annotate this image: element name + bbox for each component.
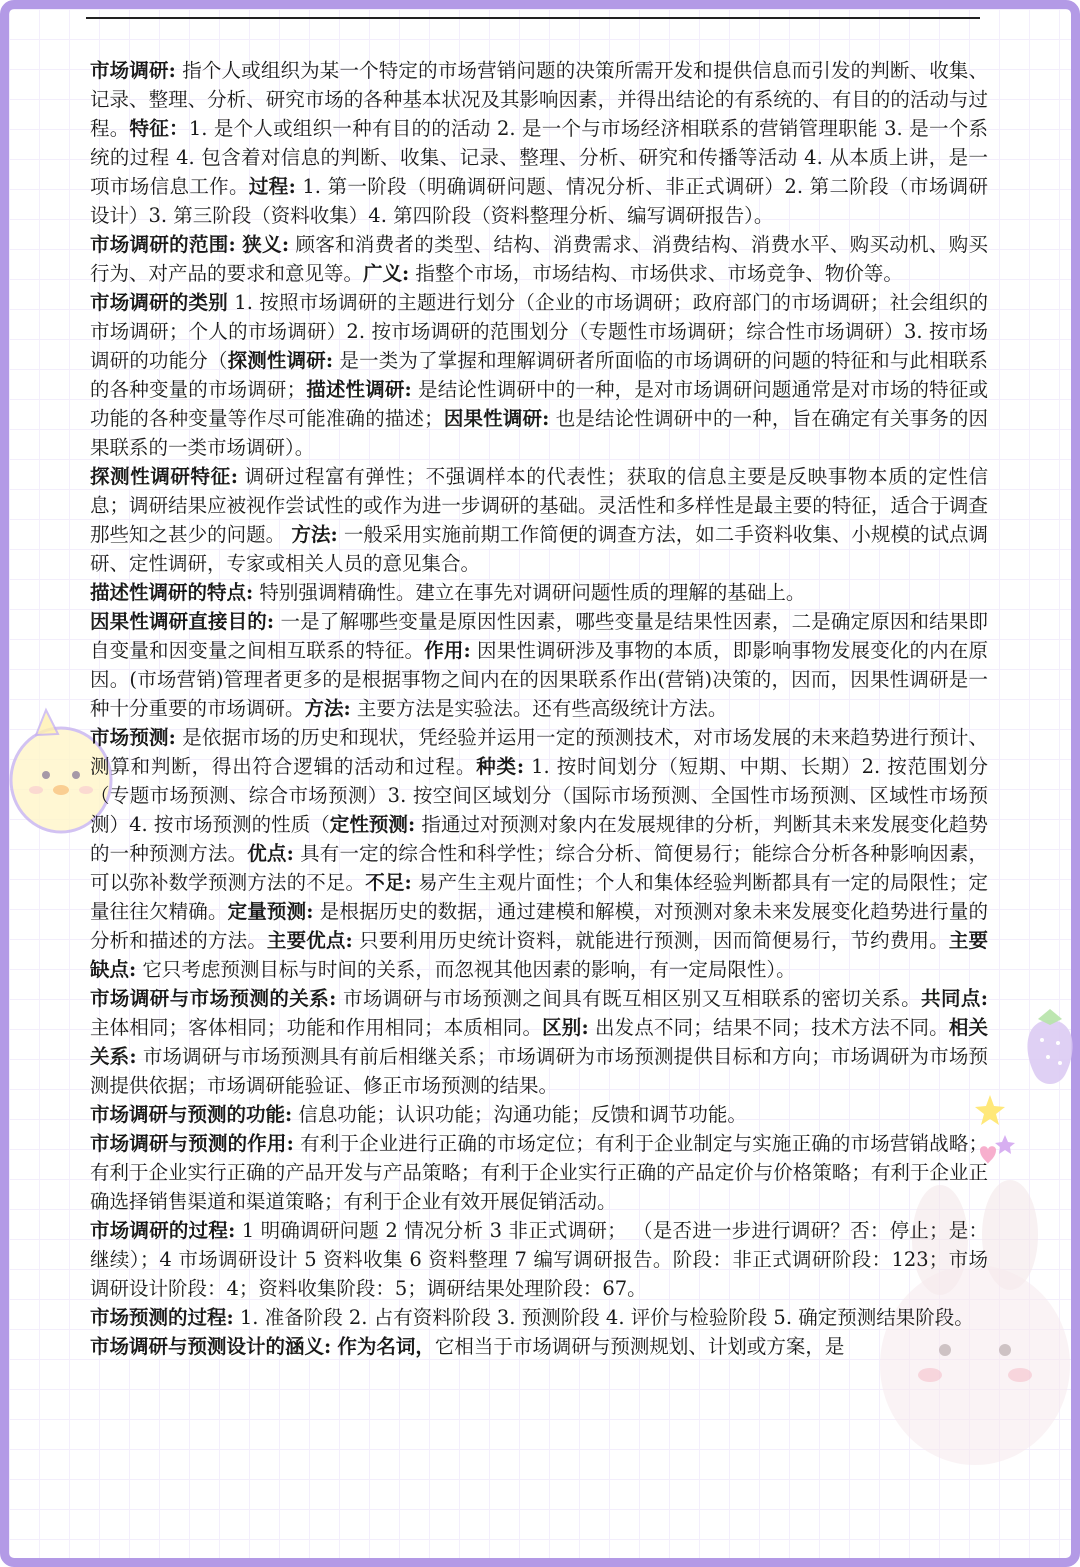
term-heading: 定量预测: (227, 900, 314, 923)
paragraph (90, 578, 988, 607)
term-heading: 方法: (304, 697, 351, 720)
term-heading: 因果性调研直接目的: (90, 610, 275, 633)
body-text: 调研过程富有弹性；不强调样本的代表性；获取的信息主要是反映事物本质的定性信息；调研结果应被视作尝试性的或作为进一步调研的基础。灵活性和多样性是最主要的特征，适合于调查那些知之甚少的问题。 (90, 465, 988, 546)
term-heading: 市场调研的范围: (90, 233, 236, 256)
term-heading: 种类: (476, 755, 525, 778)
paragraph (90, 984, 988, 1100)
body-text: 特别强调精确性。建立在事先对调研问题性质的理解的基础上。 (253, 581, 806, 604)
top-rule (86, 17, 980, 19)
document-body (90, 56, 988, 1361)
term-heading: 狭义: (242, 233, 290, 256)
term-heading: 市场预测: (90, 726, 176, 749)
body-text: 1. 第一阶段（明确调研问题、情况分析、非正式调研）2. 第二阶段（市场调研设计）3. 第三阶段（资料收集）4. 第四阶段（资料整理分析、编写调研报告）。 (90, 175, 988, 227)
term-heading: 市场调研的类别 (90, 291, 228, 314)
body-text: 1. 按照市场调研的主题进行划分（企业的市场调研；政府部门的市场调研；社会组织的市场调研；个人的市场调研）2. 按市场调研的范围划分（专题性市场调研；综合性市场调研）3. 按市场调研的功能分（ (90, 291, 988, 372)
paragraph (90, 1303, 988, 1332)
body-text: 是一类为了掌握和理解调研者所面临的市场调研的问题的特征和与此相联系的各种变量的市场调研； (90, 349, 988, 401)
term-heading: 主要优点: (266, 929, 353, 952)
term-heading: 作用: (424, 639, 471, 662)
paragraph (90, 1216, 988, 1303)
body-text: 指整个市场，市场结构、市场供求、市场竞争、物价等。 (409, 262, 903, 285)
term-heading: 市场调研与预测设计的涵义: (90, 1335, 332, 1358)
body-text: 1. 按时间划分（短期、中期、长期）2. 按范围划分（专题市场预测、综合市场预测）3. 按空间区域划分（国际市场预测、全国性市场预测、区域性市场预测）4. 按市场预测的性质（ (90, 755, 988, 836)
body-text: 是根据历史的数据，通过建模和解模，对预测对象未来发展变化趋势进行量的分析和描述的方法。 (90, 900, 988, 952)
term-heading: 市场调研的过程: (90, 1219, 236, 1242)
body-text: 有利于企业进行正确的市场定位；有利于企业制定与实施正确的市场营销战略；有利于企业实行正确的产品开发与产品策略；有利于企业实行正确的产品定价与价格策略；有利于企业正确选择销售渠道和渠道策略；有利于企业有效开展促销活动。 (90, 1132, 988, 1213)
strawberry-sticker-icon (1020, 1005, 1080, 1095)
paragraph (90, 288, 988, 462)
paragraph (90, 1129, 988, 1216)
body-text: 1 明确调研问题 2 情况分析 3 非正式调研； （是否进一步进行调研？否：停止；是：继续）；4 市场调研设计 5 资料收集 6 资料整理 7 编写调研报告。阶段：非正式调研阶段：123；市场调研设计阶段：4；资料收集阶段：5；调研结果处理阶段：67。 (90, 1219, 988, 1300)
paragraph (90, 230, 988, 288)
paragraph (90, 462, 988, 578)
body-text: 指通过对预测对象内在发展规律的分析，判断其未来发展变化趋势的一种预测方法。 (90, 813, 988, 865)
term-heading: 共同点: (921, 987, 989, 1010)
term-heading: 市场调研与市场预测的关系: (90, 987, 337, 1010)
body-text: 一般采用实施前期工作简便的调查方法，如二手资料收集、小规模的试点调研、定性调研，专家或相关人员的意见集合。 (90, 523, 989, 575)
term-heading: 作为名词， (337, 1335, 435, 1358)
body-text: 市场调研与市场预测之间具有既互相区别又互相联系的密切关系。 (336, 987, 922, 1010)
body-text: 主要方法是实验法。还有些高级统计方法。 (350, 697, 728, 720)
paragraph (90, 723, 988, 984)
term-heading: 特征： (129, 117, 189, 140)
term-heading: 探测性调研特征: (90, 465, 238, 488)
term-heading: 区别: (542, 1016, 589, 1039)
body-text: 它相当于市场调研与预测规划、计划或方案，是 (434, 1335, 845, 1358)
paragraph (90, 56, 988, 230)
term-heading: 方法: (291, 523, 338, 546)
term-heading: 描述性调研的特点: (90, 581, 254, 604)
term-heading: 因果性调研: (443, 407, 550, 430)
body-text: 信息功能；认识功能；沟通功能；反馈和调节功能。 (292, 1103, 747, 1126)
body-text: 指个人或组织为某一个特定的市场营销问题的决策所需开发和提供信息而引发的判断、收集、记录、整理、分析、研究市场的各种基本状况及其影响因素，并得出结论的有系统的、有目的的活动与过程。 (90, 59, 989, 140)
body-text: 易产生主观片面性；个人和集体经验判断都具有一定的局限性；定量往往欠精确。 (90, 871, 988, 923)
term-heading: 主要缺点: (90, 929, 988, 981)
body-text: 出发点不同；结果不同；技术方法不同。 (588, 1016, 949, 1039)
body-text: 顾客和消费者的类型、结构、消费需求、消费结构、消费水平、购买动机、购买行为、对产品的要求和意见等。 (90, 233, 989, 285)
body-text: 是依据市场的历史和现状，凭经验并运用一定的预测技术，对市场发展的未来趋势进行预计、测算和判断，得出符合逻辑的活动和过程。 (90, 726, 989, 778)
term-heading: 优点: (247, 842, 294, 865)
term-heading: 过程: (248, 175, 296, 198)
term-heading: 不足: (365, 871, 412, 894)
term-heading: 市场调研与预测的功能: (90, 1103, 293, 1126)
paragraph (90, 1332, 988, 1361)
body-text: 因果性调研涉及事物的本质，即影响事物发展变化的内在原因。(市场营销)管理者更多的是根据事物之间内在的因果联系作出(营销)决策的，因而，因果性调研是一种十分重要的市场调研。 (90, 639, 988, 720)
term-heading: 市场调研与预测的作用: (90, 1132, 294, 1155)
body-text: 具有一定的综合性和科学性；综合分析、简便易行；能综合分析各种影响因素，可以弥补数学预测方法的不足。 (90, 842, 988, 894)
body-text: 1. 是个人或组织一种有目的的活动 2. 是一个与市场经济相联系的营销管理职能 3. 是一个系统的过程 4. 包含着对信息的判断、收集、记录、整理、分析、研究和传播等活动 4. 从本质上讲，是一项市场信息工作。 (90, 117, 988, 198)
body-text: 一是了解哪些变量是原因性因素，哪些变量是结果性因素，二是确定原因和结果即自变量和因变量之间相互联系的特征。 (90, 610, 988, 662)
term-heading: 广义: (363, 262, 410, 285)
body-text: 是结论性调研中的一种，是对市场调研问题通常是对市场的特征或功能的各种变量等作尽可能准确的描述； (90, 378, 988, 430)
term-heading: 探测性调研: (227, 349, 334, 372)
paragraph (90, 607, 988, 723)
term-heading: 市场预测的过程: (90, 1306, 234, 1329)
term-heading: 定性预测: (329, 813, 416, 836)
paragraph (90, 1100, 988, 1129)
body-text: 市场调研与市场预测具有前后相继关系；市场调研为市场预测提供目标和方向；市场调研为市场预测提供依据；市场调研能验证、修正市场预测的结果。 (90, 1045, 988, 1097)
term-heading: 市场调研: (90, 59, 176, 82)
body-text: 主体相同；客体相同；功能和作用相同；本质相同。 (90, 1016, 543, 1039)
body-text: 它只考虑预测目标与时间的关系，而忽视其他因素的影响，有一定局限性）。 (136, 958, 796, 981)
term-heading: 描述性调研: (306, 378, 412, 401)
body-text: 1. 准备阶段 2. 占有资料阶段 3. 预测阶段 4. 评价与检验阶段 5. 确定预测结果阶段。 (233, 1306, 974, 1329)
body-text: 只要利用历史统计资料，就能进行预测，因而简便易行，节约费用。 (352, 929, 949, 952)
term-heading: 相关关系: (90, 1016, 988, 1068)
body-text: 也是结论性调研中的一种，旨在确定有关事务的因果联系的一类市场调研）。 (90, 407, 989, 459)
